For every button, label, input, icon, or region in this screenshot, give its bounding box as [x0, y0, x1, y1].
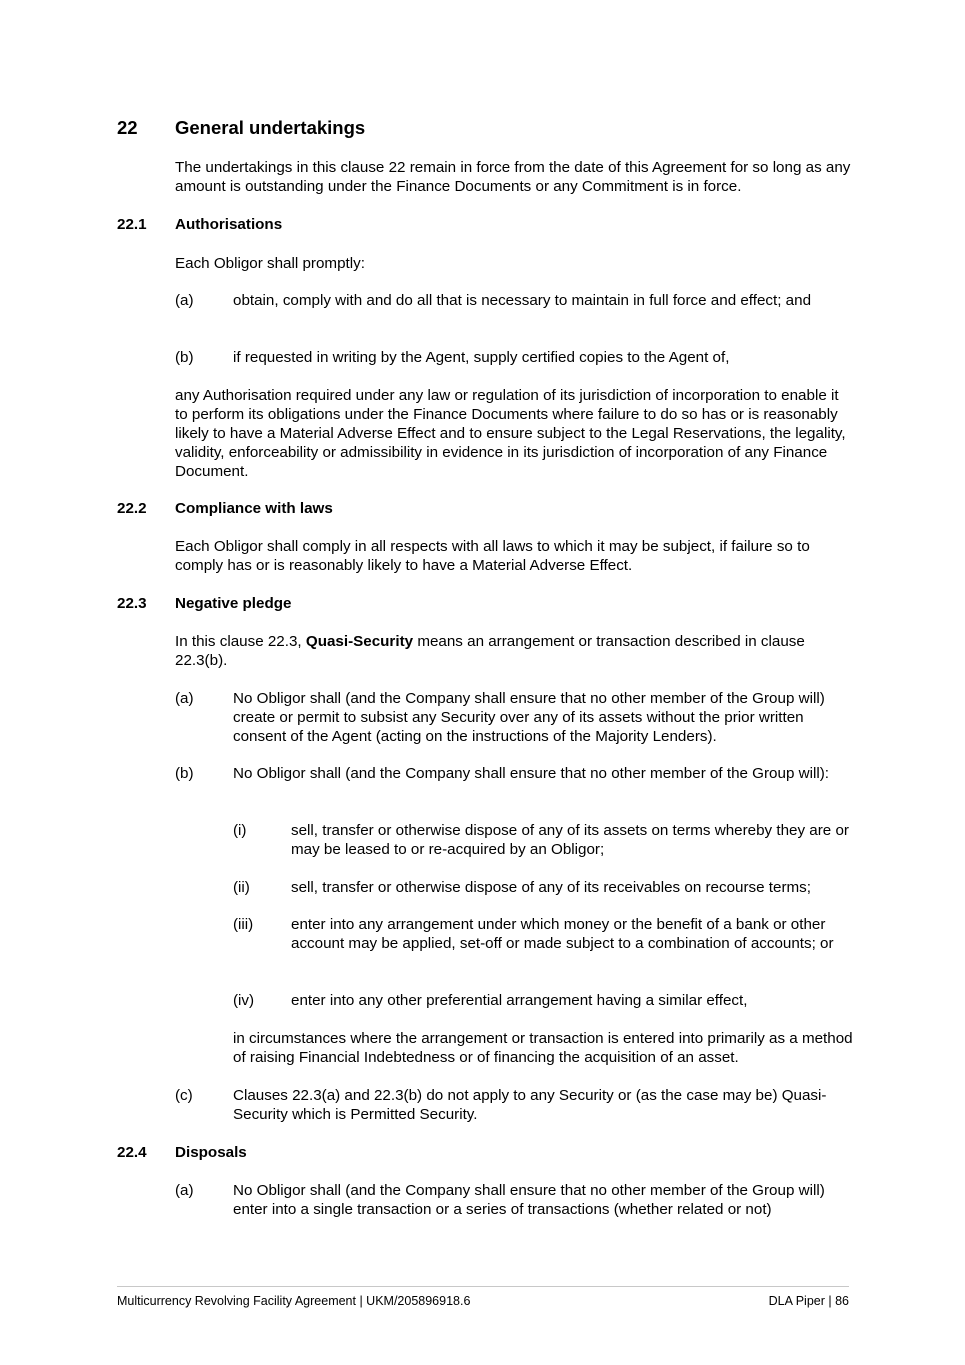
list-label: (c)	[175, 1087, 193, 1104]
list-item-text: if requested in writing by the Agent, supply certified copies to the Agent of,	[233, 349, 730, 366]
list-item-text: No Obligor shall (and the Company shall ensure that no other member of the Group will):	[233, 765, 829, 782]
definition-post: means an arrangement or transaction described in clause 22.3(b).	[175, 633, 805, 669]
section-heading-authorisations: Authorisations	[175, 216, 283, 233]
section-number-22-3: 22.3	[117, 595, 147, 612]
footer-page-number: DLA Piper | 86	[768, 1294, 849, 1308]
section-heading-compliance: Compliance with laws	[175, 500, 333, 517]
sublist-label: (ii)	[233, 879, 250, 896]
list-label: (a)	[175, 690, 194, 707]
list-item-text: No Obligor shall (and the Company shall ensure that no other member of the Group will) create or permit to subsist any Security over any of its assets without the prior written consent of the Agent (acting on the instructions of the Majority Lenders).	[233, 690, 825, 745]
definition-paragraph	[175, 632, 855, 670]
sublist-item-text: sell, transfer or otherwise dispose of any of its assets on terms whereby they are or may be leased to or re-acquired by an Obligor;	[291, 822, 849, 858]
section-number-22-2: 22.2	[117, 500, 147, 517]
definition-pre: In this clause 22.3,	[175, 633, 302, 650]
paragraph: Each Obligor shall comply in all respects with all laws to which it may be subject, if failure so to comply has or is reasonably likely to have a Material Adverse Effect.	[175, 538, 810, 574]
clause-title: General undertakings	[175, 117, 366, 138]
list-item-tail: in circumstances where the arrangement or transaction is entered into primarily as a method of raising Financial Indebtedness or of financing the acquisition of an asset.	[233, 1030, 853, 1066]
list-label: (b)	[175, 349, 194, 366]
definition-term: Quasi-Security	[305, 633, 414, 650]
section-number-22-4: 22.4	[117, 1144, 147, 1161]
list-item-text: Clauses 22.3(a) and 22.3(b) do not apply to any Security or (as the case may be) Quasi-Security which is Permitted Security.	[233, 1087, 827, 1123]
list-label: (a)	[175, 1182, 194, 1199]
list-label: (a)	[175, 292, 194, 309]
clause-intro: The undertakings in this clause 22 remain in force from the date of this Agreement for so long as any amount is outstanding under the Finance Documents or any Commitment is in force.	[175, 159, 851, 195]
sublist-item-text: enter into any other preferential arrangement having a similar effect,	[291, 992, 748, 1009]
sublist-item-text: enter into any arrangement under which money or the benefit of a bank or other account may be applied, set-off or made subject to a combination of accounts; or	[291, 916, 834, 952]
section-number-22-1: 22.1	[117, 216, 147, 233]
clause-number: 22	[117, 117, 138, 138]
list-item-text: obtain, comply with and do all that is necessary to maintain in full force and effect; and	[233, 292, 812, 309]
sublist-label: (iii)	[233, 916, 254, 933]
footer-divider	[117, 1286, 849, 1287]
section-heading-disposals: Disposals	[175, 1144, 247, 1161]
sublist-label: (iv)	[233, 992, 255, 1009]
sublist-item-text: sell, transfer or otherwise dispose of any of its receivables on recourse terms;	[291, 879, 811, 896]
list-label: (b)	[175, 765, 194, 782]
paragraph: Each Obligor shall promptly:	[175, 255, 365, 272]
paragraph: any Authorisation required under any law or regulation of its jurisdiction of incorporation to enable it to perform its obligations under the Finance Documents where failure to do so has or is reasonably likely to have a Material Adverse Effect and to ensure subject to the Legal Reservations, the legality, validity, enforceability or admissibility in evidence in its jurisdiction of incorporation of any Finance Document.	[175, 387, 846, 480]
sublist-label: (i)	[233, 822, 247, 839]
footer-document-reference: Multicurrency Revolving Facility Agreement | UKM/205896918.6	[117, 1294, 471, 1308]
section-heading-negative-pledge: Negative pledge	[175, 595, 292, 612]
list-item-text: No Obligor shall (and the Company shall ensure that no other member of the Group will) enter into a single transaction or a series of transactions (whether related or not)	[233, 1182, 825, 1218]
